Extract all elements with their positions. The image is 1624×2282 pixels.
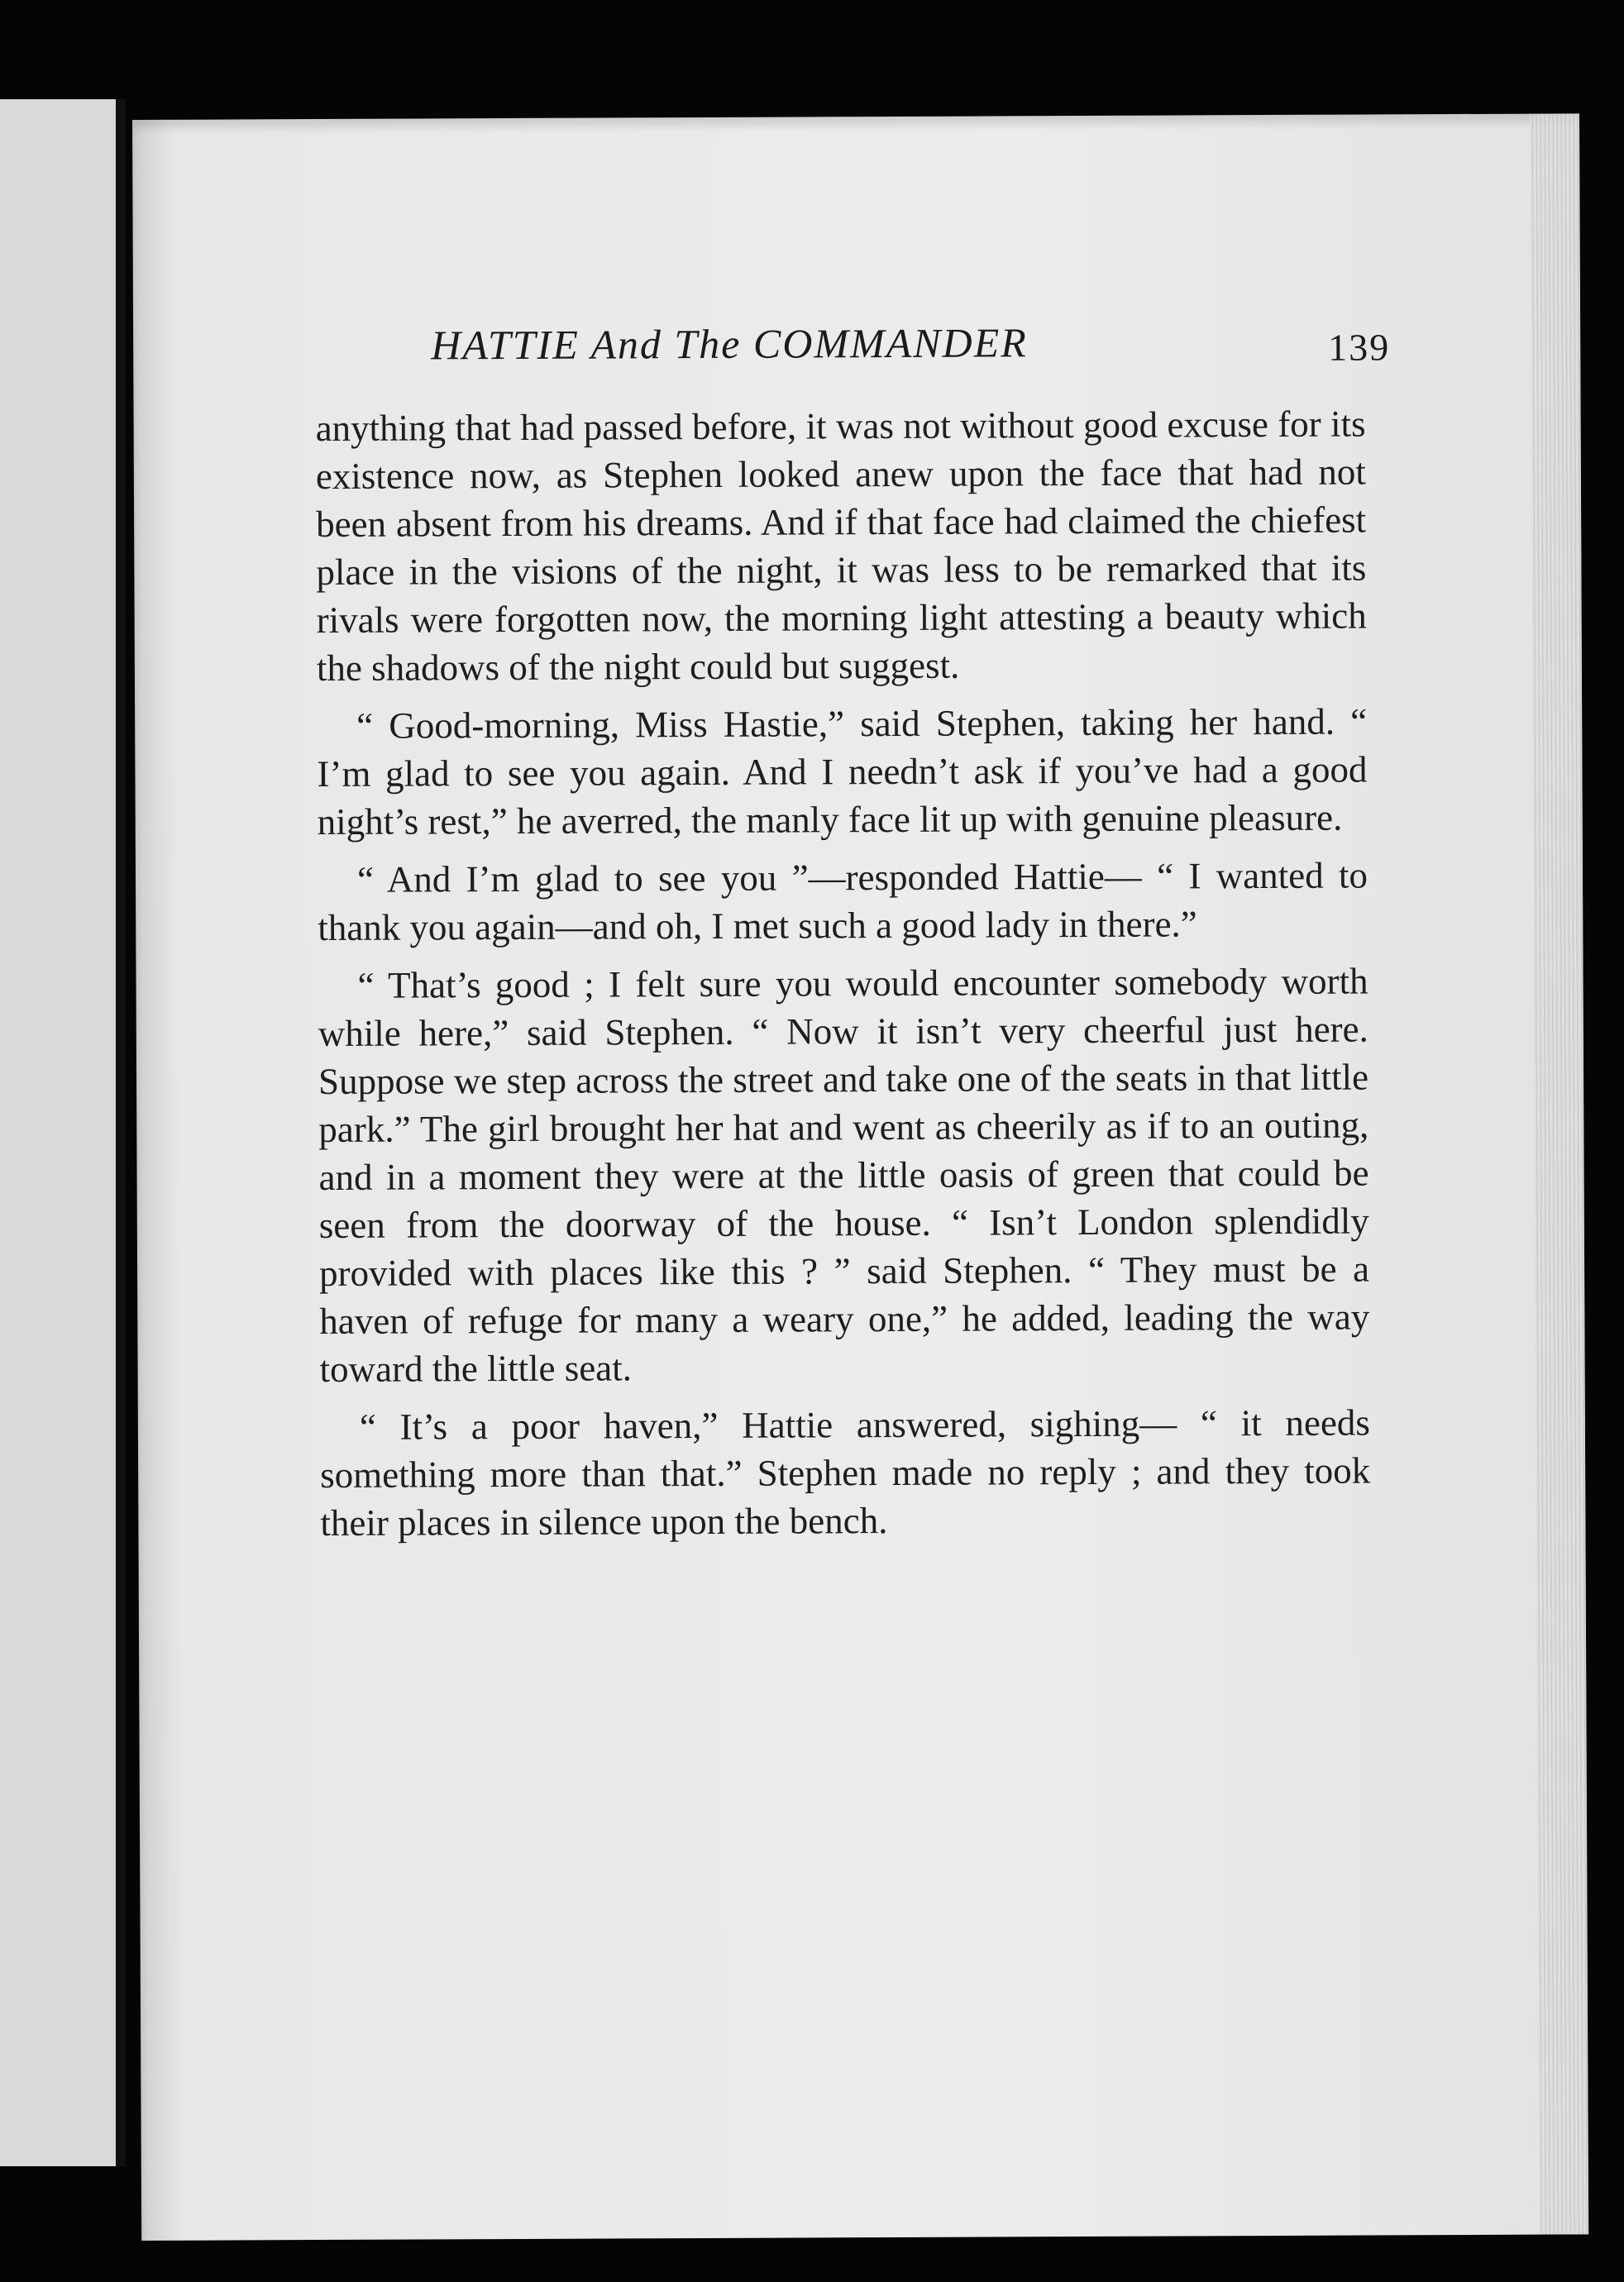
paragraph-continuation: anything that had passed before, it was not without good excuse for its existence now, as Stephen looked anew upon the face that had not been absent from his dreams. And if that face had claimed the chiefest place in the visions of the night, it was less to be remarked that its rivals were forgotten now, the morning light attesting a beauty which the shadows of the night could but suggest. bbox=[315, 403, 1367, 690]
page-number: 139 bbox=[1328, 326, 1391, 369]
left-page-edge bbox=[0, 99, 126, 2166]
book-text bbox=[316, 399, 1371, 1557]
paragraph-park: “ That’s good ; I felt sure you would encounter somebody worth while here,” said Stephen. “ Now it isn’t very cheerful just here. Suppose we step across the street and take one of the seats in that little park.” The girl brought her hat and went as cheerily as if to an outing, and in a moment they were at the little oasis of green that could be seen from the doorway of the house. “ Isn’t London splendidly provided with places like this ? ” said Stephen. “ They must be a haven of refuge for many a weary one,” he added, leading the way toward the little seat. bbox=[318, 960, 1370, 1391]
page-edge-shadow bbox=[1530, 113, 1588, 2234]
paragraph-bench: “ It’s a poor haven,” Hattie answered, sighing— “ it needs something more than that.” Stephen made no reply ; and they took their places in silence upon the bench. bbox=[320, 1401, 1371, 1544]
paragraph-greeting: “ Good-morning, Miss Hastie,” said Stephen, taking her hand. “ I’m glad to see you again. And I needn’t ask if you’ve had a good night’s rest,” he averred, the manly face lit up with genuine pleasure. bbox=[317, 700, 1368, 843]
running-header bbox=[431, 317, 1423, 395]
right-book-page bbox=[132, 113, 1588, 2241]
running-title: HATTIE And The COMMANDER bbox=[431, 319, 1028, 369]
paragraph-hattie-response: “ And I’m glad to see you ”—responded Hattie— “ I wanted to thank you again—and oh, I met such a good lady in there.” bbox=[318, 854, 1368, 949]
